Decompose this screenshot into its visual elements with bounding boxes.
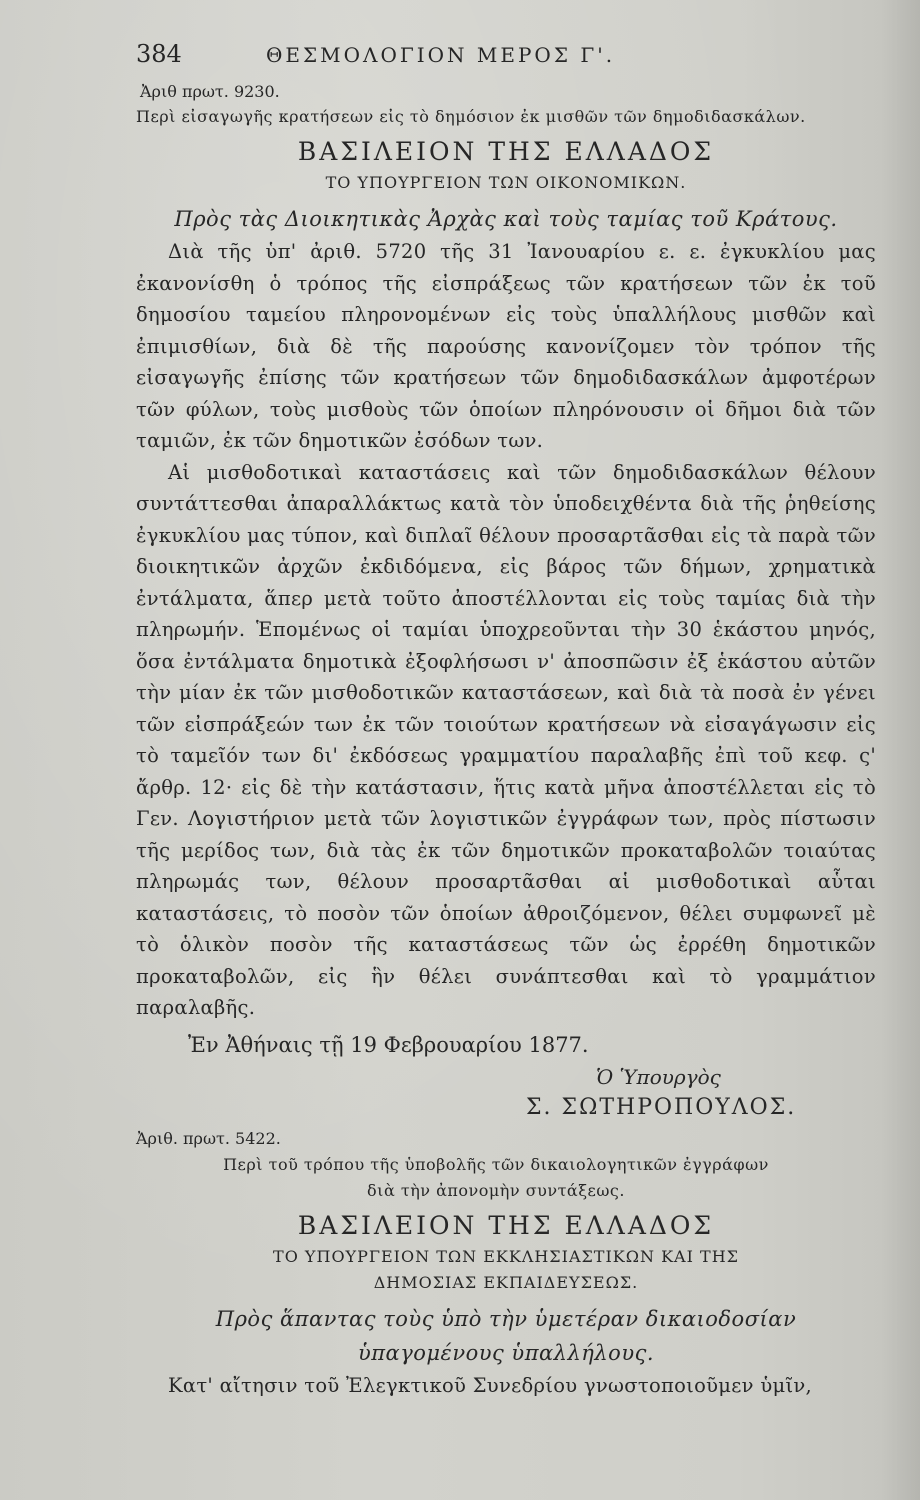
addressee-line-2-a: Πρὸς ἅπαντας τοὺς ὑπὸ τὴν ὑμετέραν δικαιοδοσίαν: [215, 1306, 797, 1331]
ministry-heading-2-line-2: ΔΗΜΟΣΙΑΣ ΕΚΠΑΙΔΕΥΣΕΩΣ.: [373, 1272, 639, 1292]
kingdom-heading-2: ΒΑΣΙΛΕΙΟΝ ΤΗΣ ΕΛΛΑΔΟΣ: [297, 1210, 715, 1240]
addressee-line-2-b: ὑπαγομένους ὑπαλλήλους.: [357, 1340, 655, 1365]
running-title: ΘΕΣΜΟΛΟΓΙΟΝ ΜΕΡΟΣ Γ'.: [266, 43, 616, 67]
document-subject-2-line-2: διὰ τὴν ἀπονομὴν συντάξεως.: [367, 1180, 625, 1200]
signature-title: Ὁ Ὑπουργὸς: [596, 1064, 721, 1089]
kingdom-heading: ΒΑΣΙΛΕΙΟΝ ΤΗΣ ΕΛΛΑΔΟΣ: [297, 137, 715, 166]
body-paragraph-3: Κατ' αἴτησιν τοῦ Ἐλεγκτικοῦ Συνεδρίου γνωστοποιοῦμεν ὑμῖν,: [168, 1373, 813, 1397]
protocol-number-2: Ἀριθ. πρωτ. 5422.: [136, 1128, 281, 1148]
ministry-heading: ΤΟ ΥΠΟΥΡΓΕΙΟΝ ΤΩΝ ΟΙΚΟΝΟΜΙΚΩΝ.: [325, 173, 687, 192]
dateline: Ἐν Ἀθήναις τῇ 19 Φεβρουαρίου 1877.: [188, 1032, 589, 1057]
document-2: [136, 1126, 876, 1402]
page-number: 384: [136, 40, 182, 68]
document-1: [136, 80, 876, 1124]
protocol-number: Ἀριθ πρωτ. 9230.: [140, 82, 280, 101]
body-paragraph-1: Διὰ τῆς ὑπ' ἀριθ. 5720 τῆς 31 Ἰανουαρίου ε. ε. ἐγκυκλίου μας ἐκανονίσθη ὁ τρόπος τῆς εἰσπράξεως τῶν κρατήσεων τῶν ἐκ τοῦ δημοσίου ταμείου πληρονομένων εἰς τοὺς ὑπαλλήλους μισθῶν καὶ ἐπιμισθίων, διὰ δὲ τῆς παρούσης κανονίζομεν τὸν τρόπον τῆς εἰσαγωγῆς ἐπίσης τῶν κρατήσεων τῶν δημοδιδασκάλων ἀμφοτέρων τῶν φύλων, τοὺς μισθοὺς τῶν ὁποίων πληρόνουσιν οἱ δῆμοι διὰ τῶν ταμιῶν, ἐκ τῶν δημοτικῶν ἐσόδων των.: [136, 240, 876, 452]
running-head: [136, 40, 876, 80]
addressee-line: Πρὸς τὰς Διοικητικὰς Ἀρχὰς καὶ τοὺς ταμίας τοῦ Κράτους.: [174, 207, 838, 231]
document-subject-2-line-1: Περὶ τοῦ τρόπου τῆς ὑποβολῆς τῶν δικαιολογητικῶν ἐγγράφων: [223, 1154, 769, 1174]
page-content: [136, 40, 876, 1401]
document-subject: Περὶ εἰσαγωγῆς κρατήσεων εἰς τὸ δημόσιον ἐκ μισθῶν τῶν δημοδιδασκάλων.: [136, 107, 806, 126]
body-paragraph-2: Αἱ μισθοδοτικαὶ καταστάσεις καὶ τῶν δημοδιδασκάλων θέλουν συντάττεσθαι ἀπαραλλάκτως κατὰ τὸν ὑποδειχθέντα διὰ τῆς ῥηθείσης ἐγκυκλίου μας τύπον, καὶ διπλαῖ θέλουν προσαρτᾶσθαι εἰς τὰ παρὰ τῶν διοικητικῶν ἀρχῶν ἐκδιδόμενα, εἰς βάρος τῶν δήμων, χρηματικὰ ἐντάλματα, ἅπερ μετὰ τοῦτο ἀποστέλλονται εἰς τοὺς ταμίας διὰ τὴν πληρωμήν. Ἑπομένως οἱ ταμίαι ὑποχρεοῦνται τὴν 30 ἑκάστου μηνός, ὅσα ἐντάλματα δημοτικὰ ἐξοφλήσωσι ν' ἀποσπῶσιν ἐξ ἑκάστου αὐτῶν τὴν μίαν ἐκ τῶν μισθοδοτικῶν καταστάσεων, καὶ διὰ τὰ ποσὰ ἐν γένει τῶν εἰσπράξεών των ἐκ τῶν τοιούτων κρατήσεων νὰ εἰσαγάγωσιν εἰς τὸ ταμεῖόν των δι' ἐκδόσεως γραμματίου παραλαβῆς ἐπὶ τοῦ κεφ. ς' ἄρθρ. 12· εἰς δὲ τὴν κατάστασιν, ἥτις κατὰ μῆνα ἀποστέλλεται εἰς τὸ Γεν. Λογιστήριον μετὰ τῶν λογιστικῶν ἐγγράφων των, πρὸς πίστωσιν τῆς μερίδος των, διὰ τὰς ἐκ τῶν δημοτικῶν προκαταβολῶν τοιαύτας πληρωμάς των, θέλουν προσαρτᾶσθαι αἱ μισθοδοτικαὶ αὗται καταστάσεις, τὸ ποσὸν τῶν ὁποίων ἀθροιζόμενον, θέλει συμφωνεῖ μὲ τὸ ὁλικὸν ποσὸν τῆς καταστάσεως τῶν ὡς ἐρρέθη δημοτικῶν προκαταβολῶν, εἰς ἣν θέλει συνάπτεσθαι καὶ τὸ γραμμάτιον παραλαβῆς.: [136, 460, 876, 1019]
page-gutter-shadow: [880, 0, 920, 1500]
ministry-heading-2-line-1: ΤΟ ΥΠΟΥΡΓΕΙΟΝ ΤΩΝ ΕΚΚΛΗΣΙΑΣΤΙΚΩΝ ΚΑΙ ΤΗΣ: [273, 1246, 739, 1266]
signature-name: Σ. ΣΩΤΗΡΟΠΟΥΛΟΣ.: [526, 1094, 797, 1120]
